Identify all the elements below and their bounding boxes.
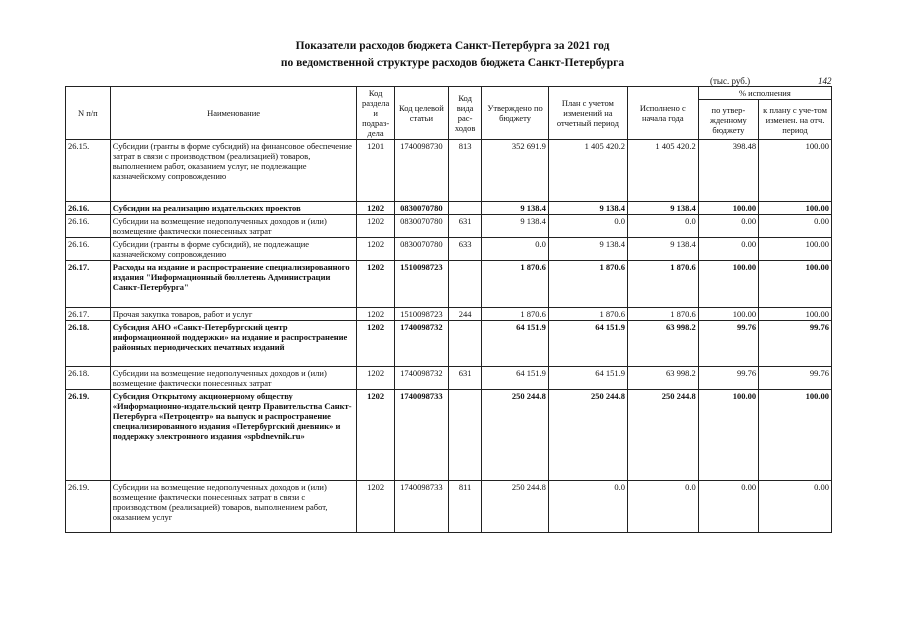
page-number: 142 bbox=[818, 76, 832, 86]
cell-type: 244 bbox=[448, 308, 481, 321]
table-row bbox=[66, 390, 832, 481]
header-name: Наименование bbox=[110, 87, 357, 140]
cell-num: 26.18. bbox=[66, 367, 111, 390]
cell-type: 633 bbox=[448, 238, 481, 261]
cell-type: 631 bbox=[448, 367, 481, 390]
cell-section: 1202 bbox=[357, 390, 394, 481]
cell-article: 1740098732 bbox=[394, 367, 448, 390]
cell-plan: 1 405 420.2 bbox=[548, 140, 627, 202]
cell-approved: 64 151.9 bbox=[482, 367, 549, 390]
cell-executed: 1 870.6 bbox=[627, 261, 698, 308]
cell-pct-approved: 100.00 bbox=[698, 390, 758, 481]
cell-pct-approved: 0.00 bbox=[698, 481, 758, 533]
cell-section: 1202 bbox=[357, 367, 394, 390]
cell-section: 1202 bbox=[357, 321, 394, 367]
cell-pct-plan: 99.76 bbox=[759, 367, 832, 390]
cell-section: 1202 bbox=[357, 215, 394, 238]
cell-approved: 0.0 bbox=[482, 238, 549, 261]
cell-pct-plan: 99.76 bbox=[759, 321, 832, 367]
header-pct-approved: по утвер-жденному бюджету bbox=[698, 100, 758, 140]
cell-num: 26.18. bbox=[66, 321, 111, 367]
header-section: Код раздела и подраз-дела bbox=[357, 87, 394, 140]
table-row bbox=[66, 321, 832, 367]
cell-type: 811 bbox=[448, 481, 481, 533]
cell-executed: 0.0 bbox=[627, 481, 698, 533]
table-body bbox=[66, 140, 832, 533]
cell-section: 1201 bbox=[357, 140, 394, 202]
cell-type: 631 bbox=[448, 215, 481, 238]
cell-section: 1202 bbox=[357, 308, 394, 321]
cell-name: Субсидии на возмещение недополученных доходов и (или) возмещение фактически понесенных затрат bbox=[110, 367, 357, 390]
table-row bbox=[66, 308, 832, 321]
cell-pct-approved: 0.00 bbox=[698, 215, 758, 238]
cell-executed: 0.0 bbox=[627, 215, 698, 238]
header-approved: Утверждено по бюджету bbox=[482, 87, 549, 140]
cell-article: 1740098733 bbox=[394, 481, 448, 533]
cell-executed: 9 138.4 bbox=[627, 202, 698, 215]
cell-article: 0830070780 bbox=[394, 215, 448, 238]
cell-section: 1202 bbox=[357, 261, 394, 308]
cell-name: Расходы на издание и распространение специализированного издания "Информационный бюллетень Администрации Санкт-Петербурга" bbox=[110, 261, 357, 308]
cell-article: 1740098732 bbox=[394, 321, 448, 367]
cell-approved: 250 244.8 bbox=[482, 481, 549, 533]
header-executed: Исполнено с начала года bbox=[627, 87, 698, 140]
table-row bbox=[66, 367, 832, 390]
cell-type bbox=[448, 321, 481, 367]
table-row bbox=[66, 215, 832, 238]
cell-pct-plan: 100.00 bbox=[759, 308, 832, 321]
cell-pct-approved: 99.76 bbox=[698, 367, 758, 390]
cell-pct-plan: 100.00 bbox=[759, 261, 832, 308]
cell-num: 26.16. bbox=[66, 202, 111, 215]
cell-plan: 9 138.4 bbox=[548, 238, 627, 261]
cell-article: 1510098723 bbox=[394, 261, 448, 308]
cell-name: Субсидии (гранты в форме субсидий) на финансовое обеспечение затрат в связи с производством (реализацией) товаров, выполнением работ, оказанием услуг, не подлежащие казначейскому сопровождению bbox=[110, 140, 357, 202]
cell-approved: 64 151.9 bbox=[482, 321, 549, 367]
document-title-line2: по ведомственной структуре расходов бюджета Санкт-Петербурга bbox=[280, 57, 625, 69]
cell-plan: 1 870.6 bbox=[548, 308, 627, 321]
cell-pct-approved: 100.00 bbox=[698, 261, 758, 308]
cell-pct-plan: 100.00 bbox=[759, 140, 832, 202]
cell-pct-plan: 0.00 bbox=[759, 215, 832, 238]
cell-plan: 0.0 bbox=[548, 481, 627, 533]
cell-num: 26.16. bbox=[66, 215, 111, 238]
table-row bbox=[66, 238, 832, 261]
cell-plan: 9 138.4 bbox=[548, 202, 627, 215]
cell-article: 0830070780 bbox=[394, 202, 448, 215]
cell-num: 26.19. bbox=[66, 390, 111, 481]
cell-type bbox=[448, 390, 481, 481]
cell-executed: 1 405 420.2 bbox=[627, 140, 698, 202]
units-label: (тыс. руб.) bbox=[710, 76, 751, 86]
cell-pct-approved: 99.76 bbox=[698, 321, 758, 367]
cell-pct-approved: 100.00 bbox=[698, 308, 758, 321]
header-plan: План с учетом изменений на отчетный период bbox=[548, 87, 627, 140]
cell-name: Субсидии (гранты в форме субсидий), не подлежащие казначейскому сопровождению bbox=[110, 238, 357, 261]
header-type: Код вида рас-ходов bbox=[448, 87, 481, 140]
document-title-line1: Показатели расходов бюджета Санкт-Петербурга за 2021 год bbox=[295, 40, 610, 52]
cell-plan: 1 870.6 bbox=[548, 261, 627, 308]
header-num: N п/п bbox=[66, 87, 111, 140]
cell-executed: 63 998.2 bbox=[627, 321, 698, 367]
cell-plan: 250 244.8 bbox=[548, 390, 627, 481]
cell-plan: 64 151.9 bbox=[548, 321, 627, 367]
header-pct-plan: к плану с уче-том изменен. на отч. период bbox=[759, 100, 832, 140]
cell-pct-approved: 0.00 bbox=[698, 238, 758, 261]
cell-approved: 9 138.4 bbox=[482, 202, 549, 215]
cell-plan: 0.0 bbox=[548, 215, 627, 238]
table-row bbox=[66, 481, 832, 533]
cell-section: 1202 bbox=[357, 202, 394, 215]
cell-approved: 250 244.8 bbox=[482, 390, 549, 481]
cell-article: 1510098723 bbox=[394, 308, 448, 321]
cell-pct-plan: 0.00 bbox=[759, 481, 832, 533]
cell-type bbox=[448, 202, 481, 215]
cell-article: 1740098730 bbox=[394, 140, 448, 202]
cell-pct-approved: 100.00 bbox=[698, 202, 758, 215]
cell-type: 813 bbox=[448, 140, 481, 202]
cell-approved: 1 870.6 bbox=[482, 261, 549, 308]
cell-num: 26.17. bbox=[66, 261, 111, 308]
cell-article: 1740098733 bbox=[394, 390, 448, 481]
cell-pct-plan: 100.00 bbox=[759, 238, 832, 261]
table-row bbox=[66, 202, 832, 215]
cell-name: Субсидии на возмещение недополученных доходов и (или) возмещение фактически понесенных затрат bbox=[110, 215, 357, 238]
header-percent: % исполнения bbox=[698, 87, 831, 100]
cell-article: 0830070780 bbox=[394, 238, 448, 261]
cell-executed: 9 138.4 bbox=[627, 238, 698, 261]
cell-approved: 9 138.4 bbox=[482, 215, 549, 238]
cell-plan: 64 151.9 bbox=[548, 367, 627, 390]
cell-type bbox=[448, 261, 481, 308]
table-row bbox=[66, 140, 832, 202]
cell-executed: 63 998.2 bbox=[627, 367, 698, 390]
cell-num: 26.17. bbox=[66, 308, 111, 321]
cell-section: 1202 bbox=[357, 481, 394, 533]
cell-name: Субсидии на реализацию издательских проектов bbox=[110, 202, 357, 215]
cell-pct-approved: 398.48 bbox=[698, 140, 758, 202]
cell-executed: 250 244.8 bbox=[627, 390, 698, 481]
cell-approved: 1 870.6 bbox=[482, 308, 549, 321]
cell-name: Прочая закупка товаров, работ и услуг bbox=[110, 308, 357, 321]
cell-name: Субсидия АНО «Санкт-Петербургский центр информационной поддержки» на издание и распространение районных периодических печатных изданий bbox=[110, 321, 357, 367]
table-row bbox=[66, 261, 832, 308]
cell-name: Субсидии на возмещение недополученных доходов и (или) возмещение фактически понесенных затрат в связи с производством (реализацией) товаров, выполнением работ, оказанием услуг bbox=[110, 481, 357, 533]
cell-section: 1202 bbox=[357, 238, 394, 261]
cell-executed: 1 870.6 bbox=[627, 308, 698, 321]
budget-table bbox=[65, 86, 832, 533]
cell-name: Субсидия Открытому акционерному обществу «Информационно-издательский центр Правительства Санкт-Петербурга «Петроцентр» на выпуск и распространение специализированного издания «Петербургский дневник» и поддержку электронного издания «spbdnevnik.ru» bbox=[110, 390, 357, 481]
cell-num: 26.19. bbox=[66, 481, 111, 533]
header-article: Код целевой статьи bbox=[394, 87, 448, 140]
cell-approved: 352 691.9 bbox=[482, 140, 549, 202]
cell-pct-plan: 100.00 bbox=[759, 202, 832, 215]
cell-num: 26.16. bbox=[66, 238, 111, 261]
cell-pct-plan: 100.00 bbox=[759, 390, 832, 481]
cell-num: 26.15. bbox=[66, 140, 111, 202]
